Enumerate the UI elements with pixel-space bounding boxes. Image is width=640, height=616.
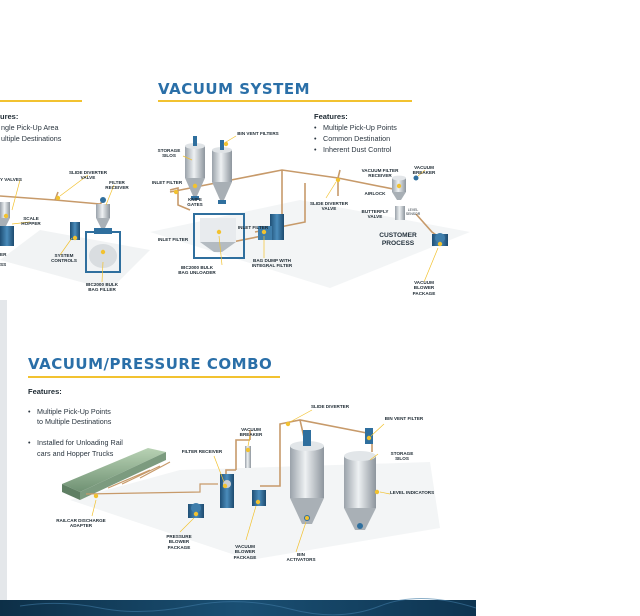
left-partial-diagram bbox=[0, 175, 150, 290]
label-pressure-blower: PRESSURE BLOWER PACKAGE bbox=[166, 534, 192, 550]
label-vacuum-filter-receiver: VACUUM FILTER RECEIVER bbox=[361, 168, 399, 179]
label-cut-er: ER bbox=[0, 252, 7, 257]
combo-features-list bbox=[28, 396, 123, 470]
label-ibc2000-filler: IBC2000 BULK BAG FILLER bbox=[85, 282, 119, 293]
vacuum-feature-item: • Multiple Pick-Up Points bbox=[314, 122, 397, 133]
label-level-sensor: LEVEL SENSOR bbox=[405, 208, 421, 216]
label-bag-dump: BAG DUMP WITH INTEGRAL FILTER bbox=[251, 258, 293, 269]
label-bin-vent-filters: BIN VENT FILTERS bbox=[237, 131, 279, 136]
label-cut-ss: SS bbox=[0, 262, 7, 267]
label-left-slide-diverter: SLIDE DIVERTER VALVE bbox=[68, 170, 108, 181]
label-inlet-filter-2: INLET FILTER bbox=[157, 237, 189, 242]
label-combo-bin-vent-filter: BIN VENT FILTER bbox=[384, 416, 424, 421]
label-ibc2000-unloader: IBC2000 BULK BAG UNLOADER bbox=[178, 265, 216, 276]
label-valves: Y VALVES bbox=[0, 177, 22, 182]
vacuum-feature-item: • Inherent Dust Control bbox=[314, 144, 397, 155]
footer-band bbox=[0, 600, 476, 616]
label-inlet-filter-3: INLET FILTER bbox=[237, 225, 269, 230]
left-feature-item: • ultiple Destinations bbox=[0, 133, 61, 144]
combo-feature-item: • Multiple Pick-Up Points to Multiple Destinations bbox=[28, 407, 123, 428]
vacuum-features-heading: Features: bbox=[314, 112, 348, 121]
label-combo-slide-diverter: SLIDE DIVERTER bbox=[310, 404, 350, 409]
left-feature-item: • ngle Pick-Up Area bbox=[0, 122, 61, 133]
label-left-filter-receiver: FILTER RECEIVER bbox=[105, 180, 129, 191]
label-butterfly-valve: BUTTERFLY VALVE bbox=[361, 209, 389, 220]
vacuum-features-list bbox=[314, 122, 397, 155]
combo-title-rule bbox=[28, 376, 280, 378]
label-combo-vacuum-blower: VACUUM BLOWER PACKAGE bbox=[233, 544, 257, 560]
label-scale-hopper: SCALE HOPPER bbox=[21, 216, 41, 227]
left-features-heading: ures: bbox=[0, 112, 19, 121]
side-band bbox=[0, 300, 7, 600]
combo-features-heading: Features: bbox=[28, 387, 62, 396]
label-combo-vacuum-breaker: VACUUM BREAKER bbox=[239, 427, 263, 438]
label-knife-gates: KNIFE GATES bbox=[187, 197, 203, 208]
left-title-rule bbox=[0, 100, 82, 102]
label-vacuum-slide-diverter: SLIDE DIVERTER VALVE bbox=[309, 201, 349, 212]
label-vacuum-blower-package: VACUUM BLOWER PACKAGE bbox=[412, 280, 436, 296]
left-features-list bbox=[0, 122, 61, 144]
vacuum-feature-item: • Common Destination bbox=[314, 133, 397, 144]
label-inlet-filter-1: INLET FILTER bbox=[151, 180, 183, 185]
label-system-controls: SYSTEM CONTROLS bbox=[51, 253, 77, 264]
label-vacuum-breaker: VACUUM BREAKER bbox=[412, 165, 436, 176]
combo-feature-item: • Installed for Unloading Rail cars and Hopper Trucks bbox=[28, 438, 123, 459]
label-railcar-adapter: RAILCAR DISCHARGE ADAPTER bbox=[56, 518, 106, 529]
combo-title: VACUUM/PRESSURE COMBO bbox=[28, 355, 273, 373]
label-customer-process: CUSTOMER PROCESS bbox=[379, 232, 417, 247]
label-combo-storage-silos: STORAGE SILOS bbox=[390, 451, 414, 462]
vacuum-system-title-rule bbox=[158, 100, 412, 102]
label-level-indicators: LEVEL INDICATORS bbox=[390, 490, 435, 495]
label-bin-activators: BIN ACTIVATORS bbox=[286, 552, 316, 563]
label-combo-filter-receiver: FILTER RECEIVER bbox=[181, 449, 223, 454]
label-storage-silos: STORAGE SILOS bbox=[157, 148, 181, 159]
label-airlock: AIRLOCK bbox=[364, 191, 386, 196]
vacuum-system-title: VACUUM SYSTEM bbox=[158, 80, 311, 98]
